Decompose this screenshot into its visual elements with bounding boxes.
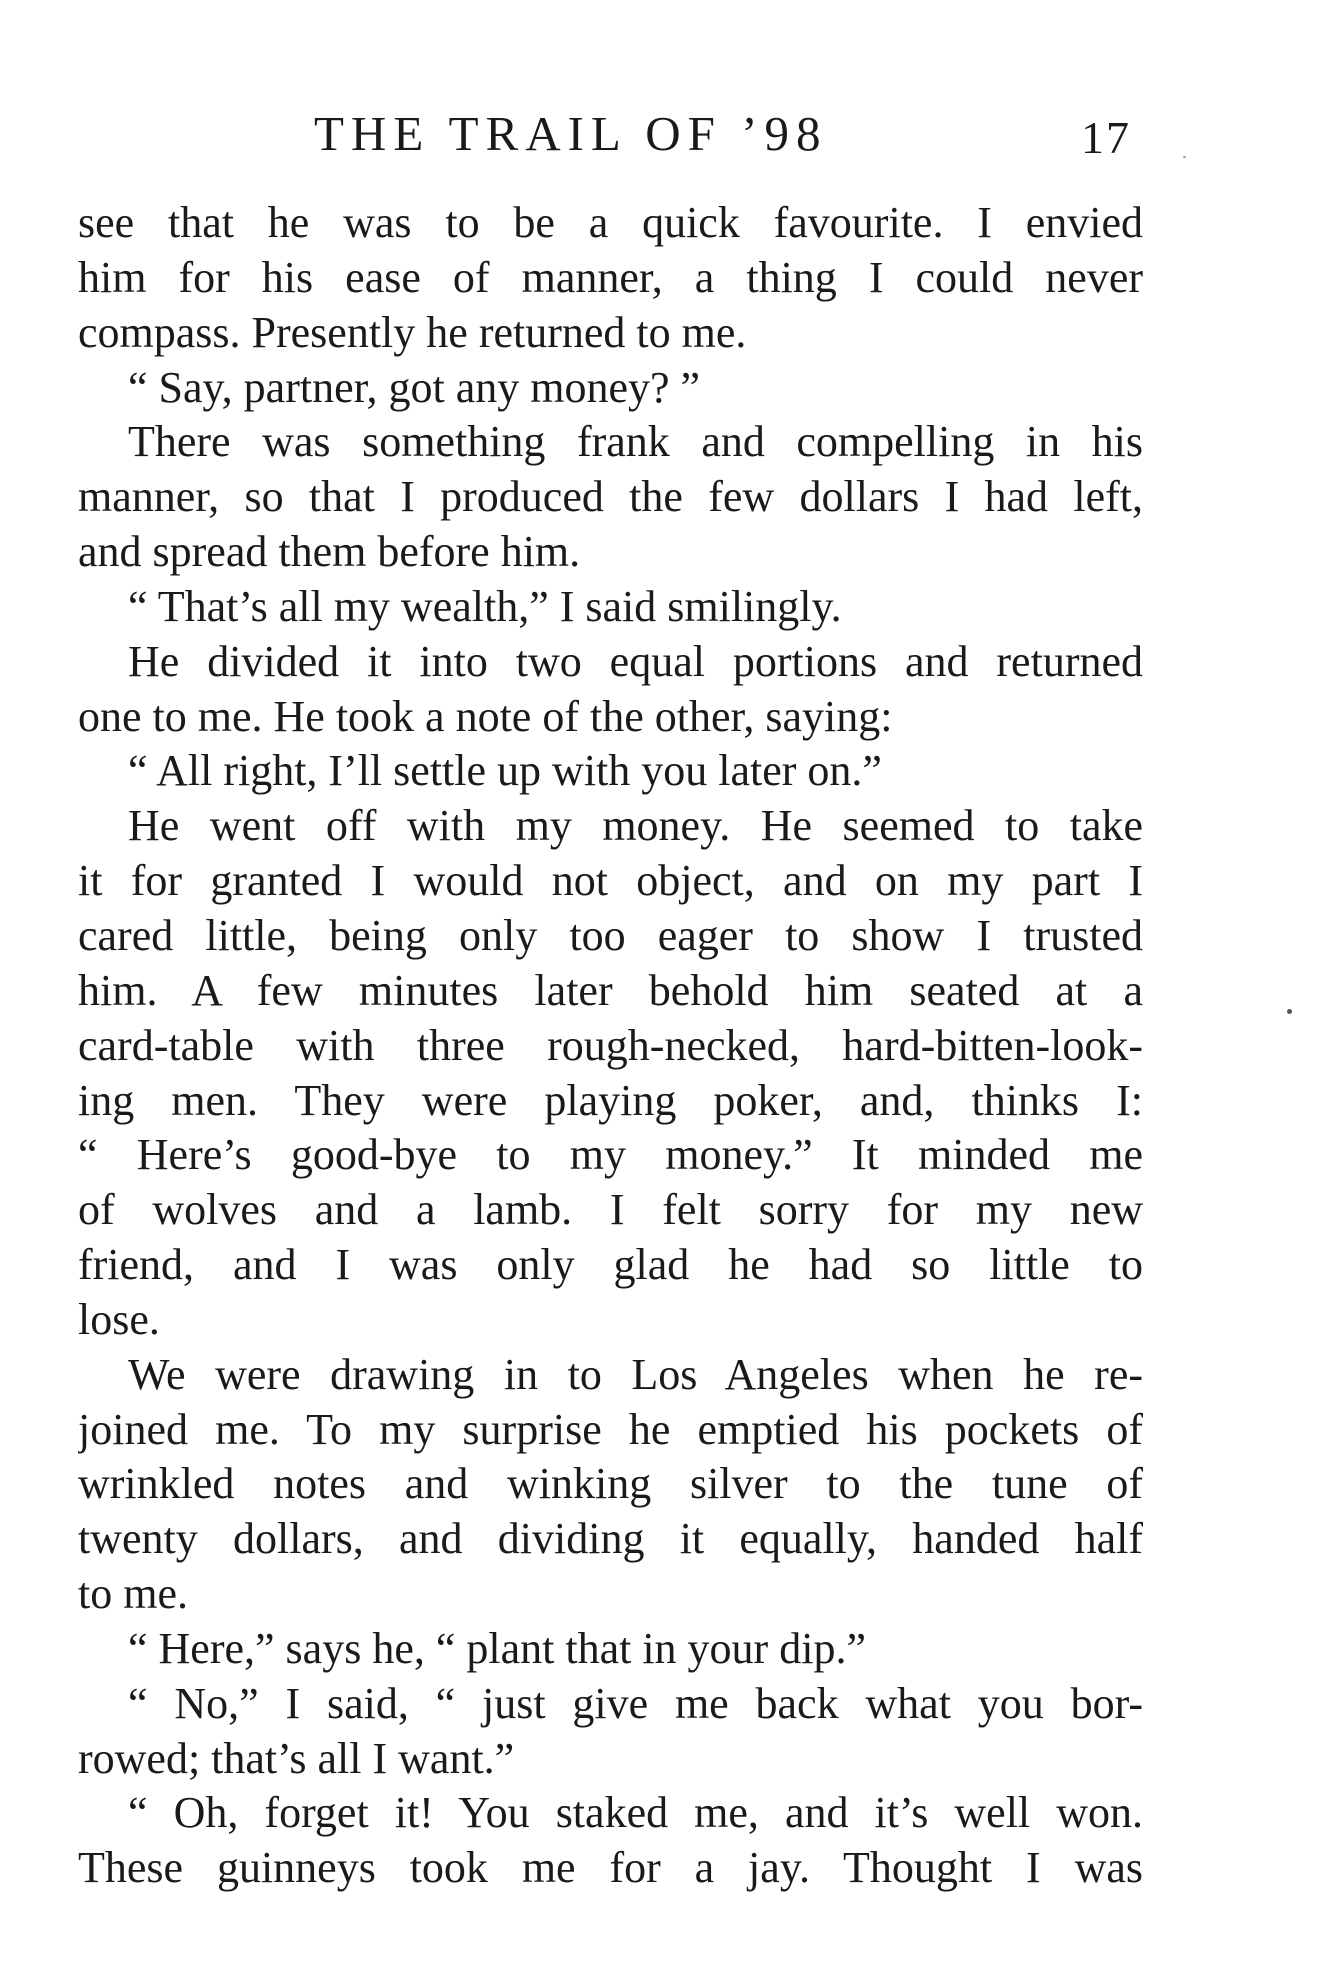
text-line: and spread them before him. [78,527,581,577]
text-line: him. A few minutes later behold him seated at a [78,965,1143,1015]
running-title: THE TRAIL OF ’98 [314,106,828,161]
page-number: 17 [1081,112,1131,163]
text-line: joined me. To my surprise he emptied his pockets of [78,1404,1143,1454]
scan-speck [1183,156,1186,158]
text-line: one to me. He took a note of the other, saying: [78,691,893,741]
text-line: We were drawing in to Los Angeles when he re- [128,1349,1143,1399]
text-line: “ Say, partner, got any money? ” [128,362,701,412]
scan-speck [1287,1009,1292,1014]
text-line: compass. Presently he returned to me. [78,307,747,357]
text-line: twenty dollars, and dividing it equally, handed half [78,1514,1143,1564]
text-line: friend, and I was only glad he had so little to [78,1240,1143,1290]
body-text [78,196,1143,1896]
text-line: These guinneys took me for a jay. Thought I was [78,1843,1143,1893]
text-line: There was something frank and compelling in his [128,417,1143,467]
text-line: cared little, being only too eager to show I trusted [78,910,1143,960]
text-line: ing men. They were playing poker, and, thinks I: [78,1075,1143,1125]
text-line: “ Oh, forget it! You staked me, and it’s well won. [128,1788,1143,1838]
text-line: lose. [78,1294,160,1344]
text-line: “ Here,” says he, “ plant that in your dip.” [128,1623,866,1673]
text-line: see that he was to be a quick favourite. I envied [78,198,1143,247]
text-line: to me. [78,1569,188,1619]
text-line: He went off with my money. He seemed to take [128,801,1143,851]
text-line: “ That’s all my wealth,” I said smilingly. [128,581,842,631]
text-line: “ Here’s good-bye to my money.” It minded me [78,1130,1143,1180]
text-line: him for his ease of manner, a thing I could never [78,252,1143,302]
text-line: “ No,” I said, “ just give me back what you bor- [128,1678,1143,1728]
text-line: card-table with three rough-necked, hard-bitten-look- [78,1020,1143,1070]
text-line: manner, so that I produced the few dollars I had left, [78,472,1143,522]
text-line: “ All right, I’ll settle up with you later on.” [128,746,882,796]
text-line: rowed; that’s all I want.” [78,1733,515,1783]
running-head [78,104,1178,164]
text-line: He divided it into two equal portions and returned [128,636,1143,686]
text-line: it for granted I would not object, and on my part I [78,856,1143,906]
text-line: wrinkled notes and winking silver to the tune of [78,1459,1143,1509]
text-line: of wolves and a lamb. I felt sorry for my new [78,1185,1143,1235]
